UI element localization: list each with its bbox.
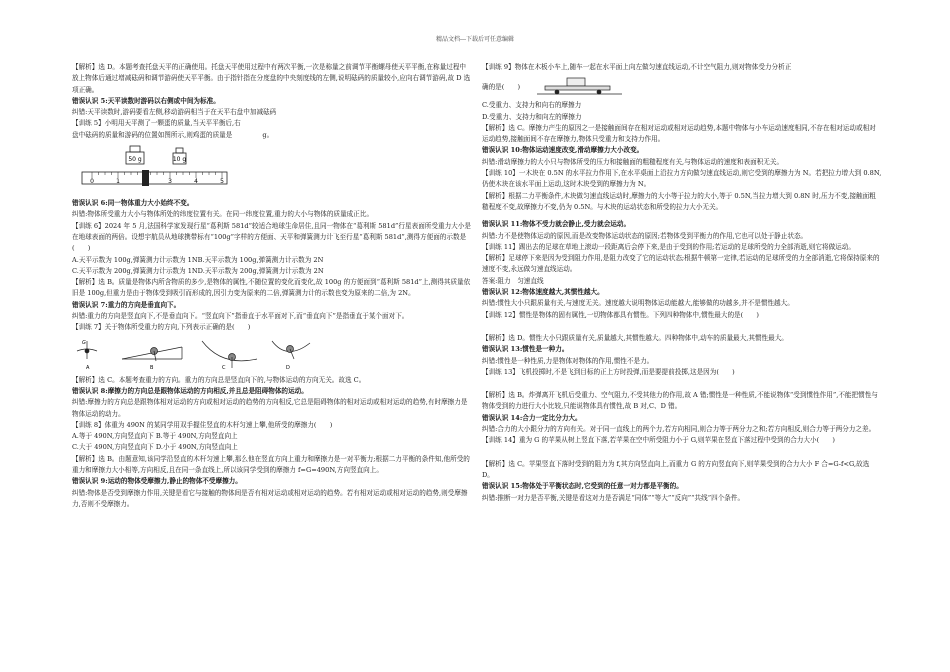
gravity-options-diagram xyxy=(72,337,312,371)
analysis-14: 【解析】选 C。苹果竖直下落时受到的阻力为 f,其方向竖直向上,而重力 G 的方向竖直向下,则苹果受到的合力大小 F 合=G-f<G,故选 D。 xyxy=(482,459,870,479)
balance-scale-figure xyxy=(72,144,472,194)
fig7-g-label: G xyxy=(82,339,86,346)
error-8-fix: 纠错:摩擦力的方向总是跟物体相对运动的方向或相对运动的趋势的方向相反,它总是阻碍物体的相对运动或相对运动的趋势,有时摩擦力是物体运动的动力。 xyxy=(72,398,468,418)
right-column xyxy=(482,62,882,504)
error-14-fix: 纠错:合力的大小跟分力的方向有关。对于同一直线上的两个力,若方向相同,则合力等于两分力之和;若方向相反,则合力等于两分力之差。 xyxy=(482,425,876,434)
training-13: 【训练 13】飞机投掷时,不是飞到目标的正上方时投弹,而是要提前投掷,这是因为( ) xyxy=(482,367,735,376)
training-7: 【训练 7】关于物体所受重力的方向,下列表示正确的是( ) xyxy=(72,323,251,332)
error-7-fix: 纠错:重力的方向是竖直向下,不是垂直向下。“竖直向下”指垂直于水平面对下,而“垂直向下”是指垂直于某个面对下。 xyxy=(72,312,409,321)
fig7-label-b: B xyxy=(150,364,154,371)
scale-tick-5: 5 xyxy=(220,178,224,186)
error-7-title: 错误认识 7:重力的方向是垂直向下。 xyxy=(72,300,181,309)
training-9: 【训练 9】物体在木板小车上,随车一起在水平面上向左做匀速直线运动,不计空气阻力,则对物体受力分析正 xyxy=(482,63,792,71)
error-12-fix: 纠错:惯性大小只跟质量有关,与速度无关。速度越大说明物体运动能越大,能够做的功越多,并不是惯性越大。 xyxy=(482,299,794,308)
fig7-label-a: A xyxy=(86,364,90,371)
gravity-direction-figure xyxy=(72,337,472,371)
error-6-fix: 纠错:物体所受重力大小与物体所处的纬度位置有关。在同一纬度位置,重力的大小与物体的质量成正比。 xyxy=(72,210,374,219)
cart-figure-row xyxy=(482,76,882,96)
error-15-fix: 纠错:推断一对力是否平衡,关键是看这对力是否满足“同体”“等大”“反向”“共线”四个条件。 xyxy=(482,493,745,502)
weights-and-rider-scale xyxy=(72,144,232,194)
weight-10g-label: 10 g xyxy=(172,156,187,164)
training-6: 【训练 6】2024 年 5 月,法国科学家发现行星“葛利斯 581d”较适合地球生命居住,且同一物体在“葛利斯 581d”行星表面所受重力大小是在地球表面的两倍。设想宇航员从地球携带标有“100g”字样的方便面、天平和弹簧测力计飞至行星“葛利斯 581d”,测得方便面的示数是( ) xyxy=(72,221,471,253)
error-12-title: 错误认识 12:物体速度越大,其惯性越大。 xyxy=(482,288,604,297)
scale-tick-1: 1 xyxy=(116,178,120,186)
training-14: 【训练 14】重为 G 的苹果从树上竖直下落,若苹果在空中所受阻力小于 G,则苹果在竖直下落过程中受到的合力大小( ) xyxy=(482,436,835,445)
fig7-label-c: C xyxy=(222,364,226,371)
error-8-title: 错误认识 8:摩擦力的方向总是跟物体运动的方向相反,并且总是阻碍物体的运动。 xyxy=(72,386,308,395)
analysis-7: 【解析】选 C。本题考查重力的方向。重力的方向总是竖直向下的,与物体运动的方向无关。故选 C。 xyxy=(72,375,366,384)
error-15-title: 错误认识 15:物体处于平衡状态时,它受到的任意一对力都是平衡的。 xyxy=(482,482,683,491)
analysis-9: 【解析】选 C。摩擦力产生的原因之一是接触面间存在相对运动或相对运动趋势,本题中物体与小车运动速度相同,不存在相对运动或相对运动趋势,接触面间不存在摩擦力,物体只受重力和支持力作用。 xyxy=(482,123,876,144)
left-column xyxy=(72,62,472,510)
training-6-options-cd: C.天平示数为 200g,弹簧测力计示数为 1ND.天平示数为 200g,弹簧测力计示数为 2N xyxy=(72,266,324,275)
training-12: 【训练 12】惯性是物体的固有属性,一切物体都具有惯性。下列四种物体中,惯性最大的是( ) xyxy=(482,310,759,319)
training-8-options-ab: A.等于 490N,方向竖直向下 B.等于 490N,方向竖直向上 xyxy=(72,432,238,441)
error-14-title: 错误认识 14:合力一定比分力大。 xyxy=(482,413,582,422)
error-6-title: 错误认识 6:同一物体重力大小始终不变。 xyxy=(72,199,194,208)
analysis-4: 【解析】选 D。本题考查托盘天平的正确使用。托盘天平使用过程中有两次平衡,一次是称量之前调节平衡螺母使天平平衡,在称量过程中放上物体后通过增减砝码和调节游码使天平平衡。由于指针指在分度盘的中央刻度线的左侧,说明砝码的质量较小,应向右调节游码,故 D 选项正确。 xyxy=(72,63,471,94)
analysis-10: 【解析】根据二力平衡条件,木块做匀速直线运动时,摩擦力的大小等于拉力的大小,等于 0.5N,当拉力增大到 0.8N 时,压力不变,接触面粗糙程度不变,故摩擦力不变,仍为 0.5N。与木块的运动状态和所受的拉力大小无关。 xyxy=(482,191,876,211)
training-5-line2: 盘中砝码的质量和游码的位置如图所示,则鸡蛋的质量是 g。 xyxy=(72,130,274,139)
training-8: 【训练 8】体重为 490N 的某同学用双手握住竖直的木杆匀速上攀,他所受的摩擦力( ) xyxy=(72,420,333,429)
fig7-label-d: D xyxy=(286,364,290,371)
analysis-8: 【解析】选 B。由题意知,该同学沿竖直的木杆匀速上攀,那么他在竖直方向上重力和摩擦力是一对平衡力;根据二力平衡的条件知,他所受的重力和摩擦力大小相等,方向相反,且在同一条直线上,所以该同学受到的摩擦力 f=G=490N,方向竖直向上。 xyxy=(72,454,470,475)
error-13-fix: 纠错:惯性是一种性质,力是物体对物体的作用,惯性不是力。 xyxy=(482,356,654,365)
error-10-fix: 纠错:滑动摩擦力的大小只与物体所受的压力和接触面的粗糙程度有关,与物体运动的速度和表面积无关。 xyxy=(482,157,784,166)
error-11-title: 错误认识 11:物体不受力就会静止,受力就会运动。 xyxy=(482,220,631,229)
scale-tick-3: 3 xyxy=(168,178,172,186)
weight-50g-label: 50 g xyxy=(128,156,142,164)
error-11-fix: 纠错:力不是使物体运动的原因,而是改变物体运动状态的原因;若物体受到平衡力的作用,它也可以处于静止状态。 xyxy=(482,231,808,240)
training-11: 【训练 11】踢出去的足球在草地上滚动一段距离后会停下来,是由于受到的作用;若运动的足球所受的力全部消逝,则它将做运动。 xyxy=(482,242,855,251)
answer-11: 答案:阻力 匀速直线 xyxy=(482,276,544,285)
error-10-title: 错误认识 10:物体运动速度改变,滑动摩擦力大小改变。 xyxy=(482,146,644,155)
scale-tick-0: 0 xyxy=(90,178,94,186)
training-5-line1: 【训练 5】小明用天平测了一颗蛋的质量,当天平平衡后,右 xyxy=(72,119,241,128)
training-9-option-c: C.受重力、支持力和向右的摩擦力 xyxy=(482,101,582,110)
analysis-13: 【解析】选 B。炸弹离开飞机后受重力、空气阻力,不受其他力的作用,故 A 错;惯性是一种性质,不能说物体“受到惯性作用”,不能把惯性与物体受到的力进行大小比较,只能说物体具有惯性,故 B 对,C、D 错。 xyxy=(482,391,878,411)
training-9-option-d: D.受重力、支持力和向左的摩擦力 xyxy=(482,112,582,121)
analysis-11: 【解析】足球停下来是因为受到阻力作用,是阻力改变了它的运动状态;根据牛顿第一定律,若运动的足球所受的力全部消逝,它将保持原来的速度不变,永远做匀速直线运动。 xyxy=(482,254,880,274)
error-13-title: 错误认识 13:惯性是一种力。 xyxy=(482,345,569,354)
training-6-options-ab: A.天平示数为 100g,弹簧测力计示数为 1NB.天平示数为 100g,弹簧测力计示数为 2N xyxy=(72,255,324,264)
training-9-stem-end: 确的是( ) xyxy=(482,83,521,92)
training-8-options-cd: C.大于 490N,方向竖直向下 D.小于 490N,方向竖直向上 xyxy=(72,443,238,452)
training-10: 【训练 10】一木块在 0.5N 的水平拉力作用下,在水平桌面上沿拉力方向做匀速直线运动,则它受到的摩擦力为 N。若把拉力增大到 0.8N,仍使木块在该水平面上运动,这时木块受到的摩擦力为 N。 xyxy=(482,169,882,189)
page-header: 精品文档---下载后可任意编辑 xyxy=(435,36,515,43)
scale-tick-4: 4 xyxy=(194,178,198,186)
cart-with-block-diagram xyxy=(537,76,627,96)
error-5-fix: 纠错:天平读数时,游码要看左侧,移动游码相当于在天平右盘中加减砝码 xyxy=(72,108,277,117)
error-5-title: 错误认识 5:天平读数时游码以右侧或中间为标准。 xyxy=(72,96,220,105)
analysis-12: 【解析】选 D。惯性大小只跟质量有关,质量越大,其惯性越大。四种物体中,动车的质量最大,其惯性最大。 xyxy=(482,333,788,342)
error-9-title: 错误认识 9:运动的物体受摩擦力,静止的物体不受摩擦力。 xyxy=(72,477,242,486)
error-9-fix: 纠错:物体是否受到摩擦力作用,关键是看它与接触的物体间是否有相对运动或相对运动的趋势。若有相对运动或相对运动的趋势,则受摩擦力,否则不受摩擦力。 xyxy=(72,488,468,508)
analysis-6: 【解析】选 B。质量是物体内所含物质的多少,是物体的属性,不随位置的变化而变化,故 100g 的方便面到“葛利斯 581d”上,测得其质量依旧是 100g,但重力是由于物体受到吸引而形成的,因引力变为原来的二倍,弹簧测力计的示数也变为原来的二倍,为 2N。 xyxy=(72,278,471,298)
